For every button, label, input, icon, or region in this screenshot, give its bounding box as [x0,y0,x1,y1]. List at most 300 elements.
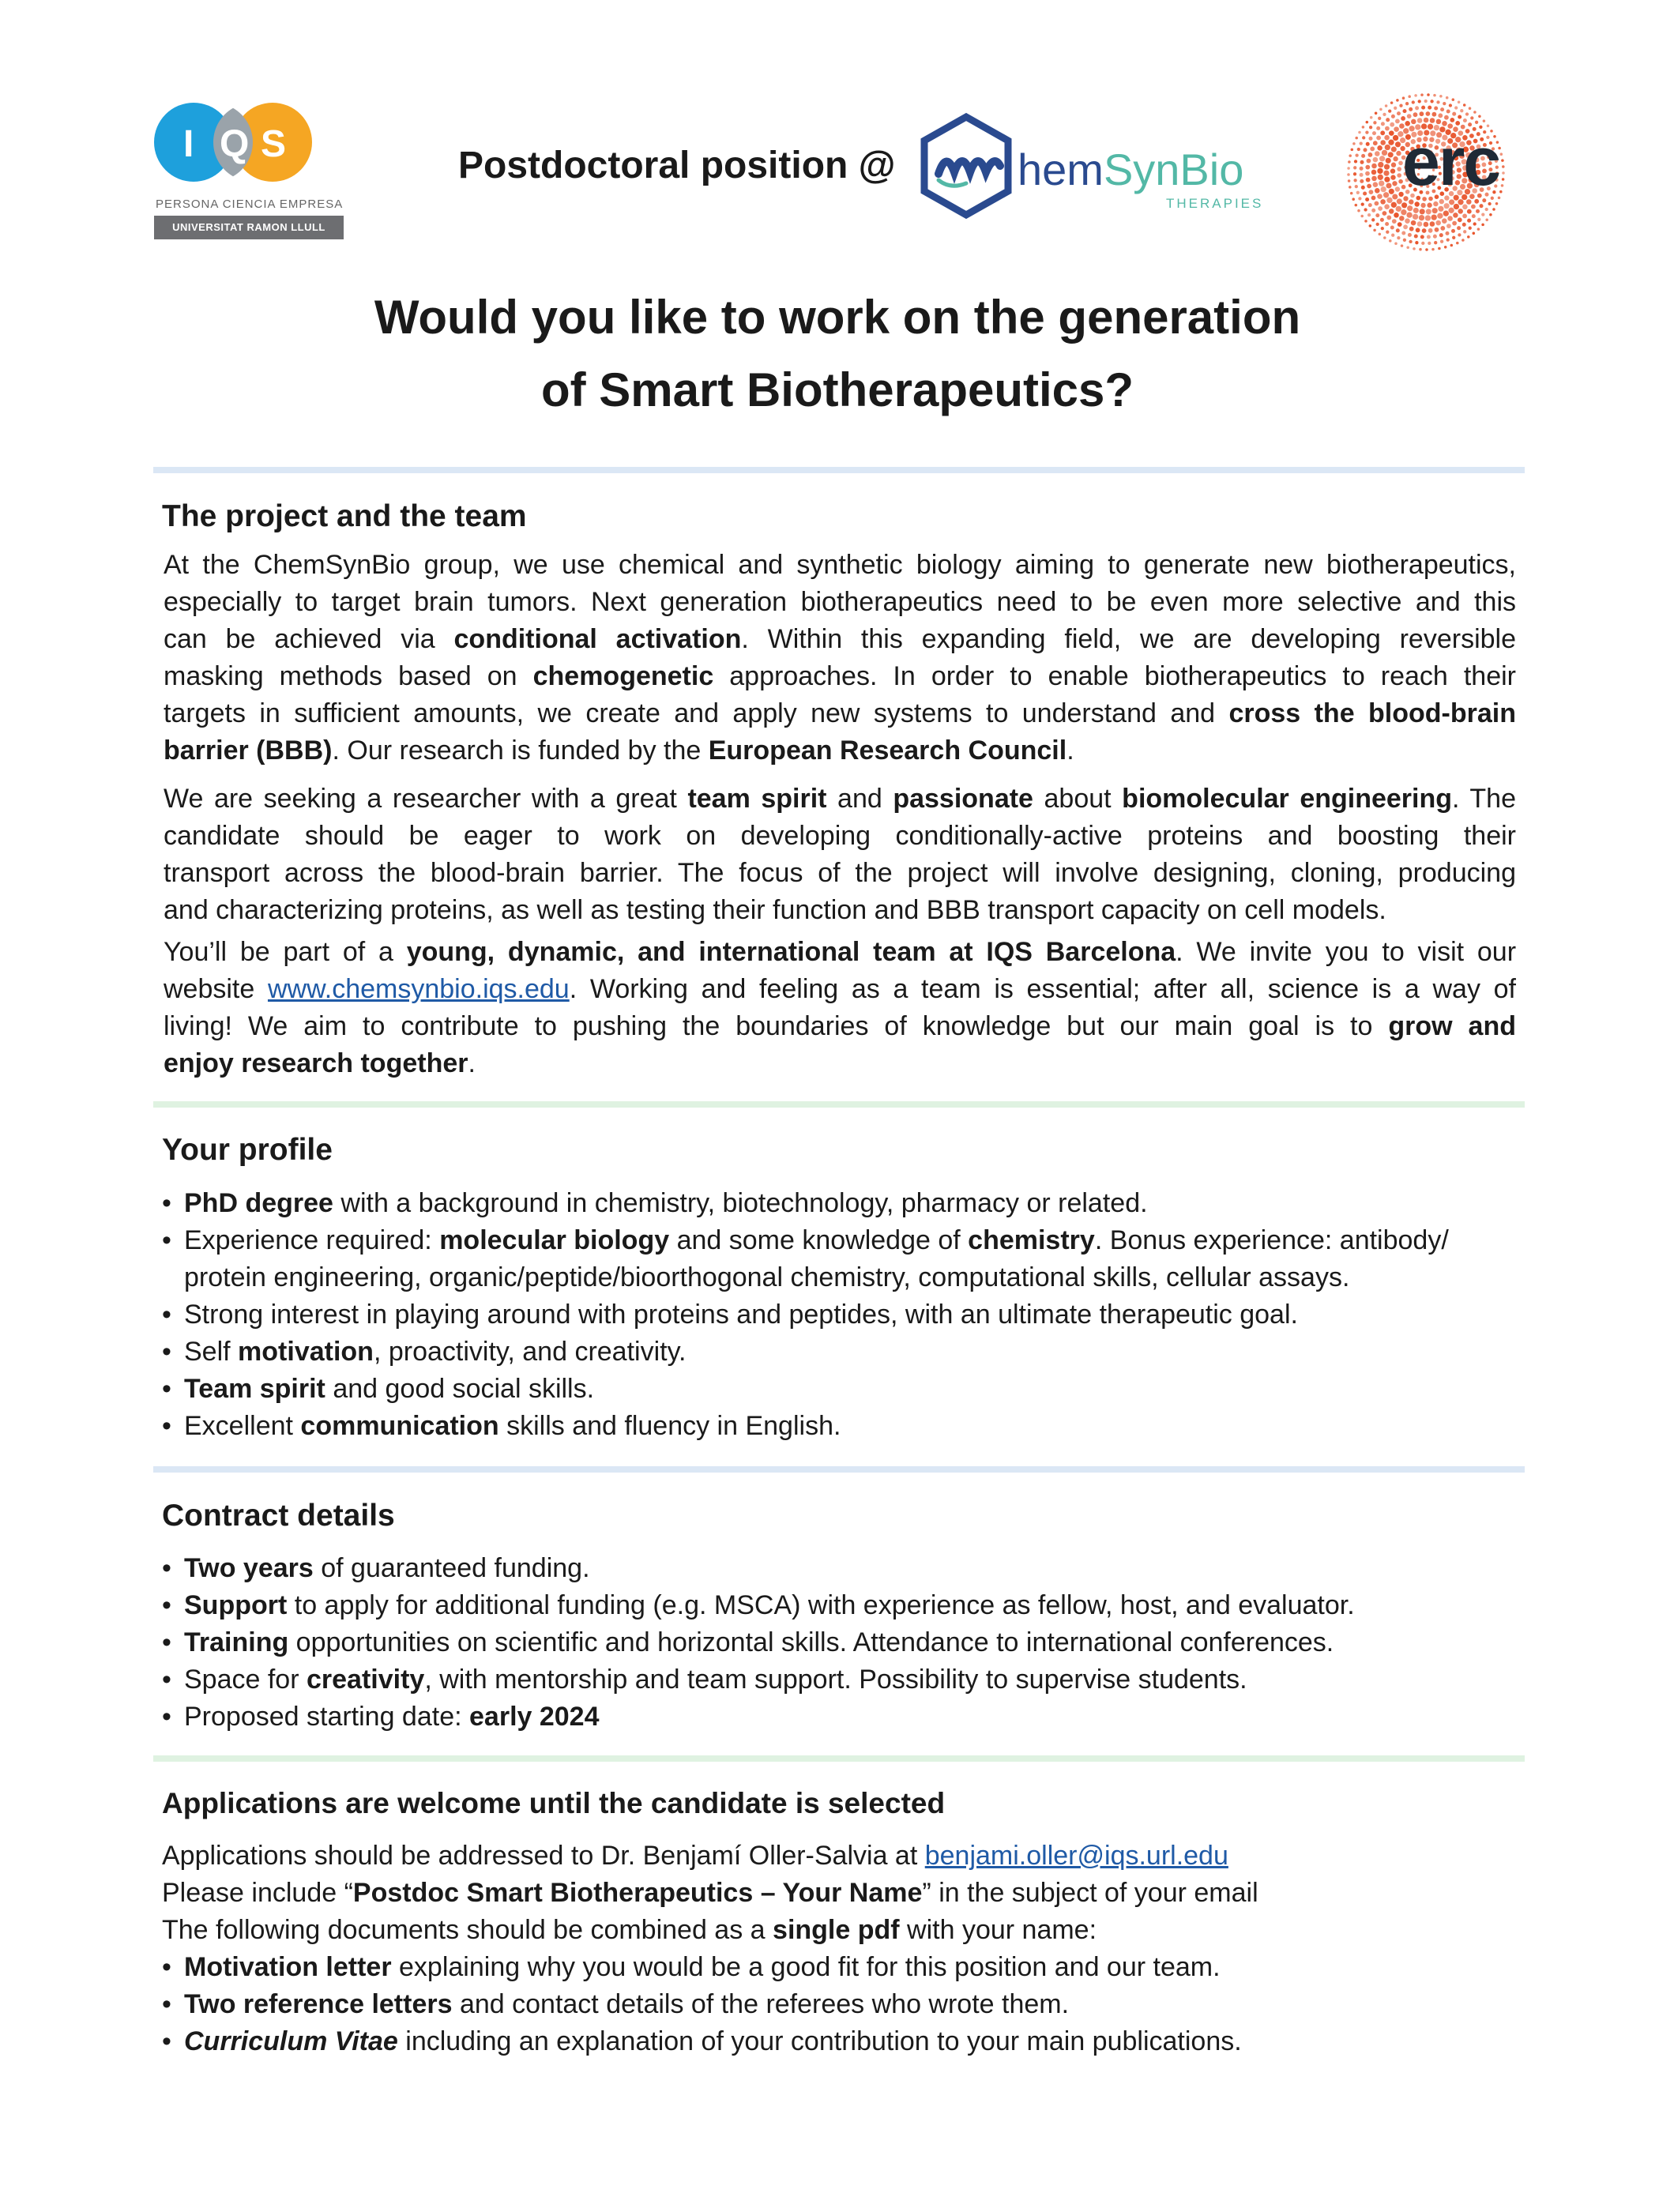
erc-dot [1397,173,1401,178]
bold-text: single pdf [773,1915,900,1945]
erc-dot [1391,115,1395,118]
erc-dot [1399,216,1405,221]
erc-dot [1351,149,1354,152]
erc-dot [1413,247,1416,250]
bold-text: chemistry [968,1225,1095,1255]
erc-dot [1443,211,1449,216]
chemsynbio-name-part-a: hem [1018,145,1104,194]
erc-dot [1361,202,1364,205]
erc-dot [1435,228,1439,232]
erc-dot [1378,162,1383,167]
erc-text: erc [1402,124,1500,200]
erc-dot [1391,163,1396,167]
list-item [162,1334,1529,1371]
erc-dot [1477,228,1480,231]
paragraph-line [164,584,1516,621]
iqs-logo [154,103,348,241]
erc-dot [1434,241,1437,244]
text-run: targets in sufficient amounts, we create and apply new systems to understand and [164,698,1229,728]
list-item [162,1698,1529,1736]
erc-dot [1437,213,1443,219]
erc-dot [1428,242,1431,245]
text-run: You’ll be part of a [164,937,407,967]
erc-dot [1420,235,1424,239]
erc-dot [1463,103,1466,107]
erc-dot [1473,111,1477,114]
erc-dot [1458,209,1463,214]
erc-dot [1347,173,1350,176]
erc-dot [1458,115,1462,118]
erc-dot [1432,112,1437,117]
erc-dot [1426,209,1431,214]
erc-dot [1381,186,1386,192]
text-run: Self [184,1337,239,1367]
erc-dot [1358,197,1361,200]
erc-dot [1492,208,1495,211]
erc-dot [1417,118,1423,123]
erc-dot [1443,102,1446,105]
erc-dot [1366,142,1370,146]
paragraph-line [164,892,1516,929]
erc-dot [1388,109,1391,112]
erc-dot [1408,95,1411,98]
erc-dot [1399,104,1402,107]
chemsynbio-name [1018,144,1243,195]
erc-dot [1463,118,1467,122]
erc-dot [1469,107,1472,110]
erc-dot [1375,213,1379,217]
headline-line-2: of Smart Biotherapeutics? [540,363,1134,416]
erc-dot [1397,167,1401,171]
erc-dot [1420,209,1425,214]
erc-dot [1373,121,1376,124]
erc-dot [1446,224,1451,228]
erc-dot [1372,131,1376,135]
erc-dot [1386,158,1391,164]
erc-dot [1477,218,1480,221]
erc-dot [1454,106,1458,109]
erc-dot [1409,227,1414,231]
erc-dot [1377,145,1382,151]
erc-dot [1421,242,1424,245]
erc-dot [1456,242,1459,245]
erc-dot [1413,112,1418,117]
erc-dot [1424,100,1428,103]
bold-text: grow and [1388,1011,1517,1041]
erc-dot [1449,103,1452,107]
section-title-contract: Contract details [162,1499,395,1533]
erc-dot [1379,108,1382,111]
bold-text: young, dynamic, and international team at IQS Barcelona [406,937,1176,967]
erc-dot [1402,96,1405,100]
paragraph-line [164,818,1516,855]
erc-dot [1402,109,1406,113]
erc-dot [1389,239,1392,243]
link[interactable]: benjami.oller@iqs.url.edu [924,1841,1228,1871]
erc-dot [1394,243,1398,246]
erc-dot [1392,194,1398,199]
erc-dot [1360,141,1363,145]
erc-dot [1371,170,1377,175]
erc-dot [1458,217,1462,222]
divider-1 [153,467,1525,473]
text-run: explaining why you would be a good fit for this position and our team. [391,1952,1221,1982]
erc-dot [1366,178,1371,182]
erc-dot [1467,219,1471,223]
erc-dot [1394,126,1399,132]
erc-dot [1405,102,1409,105]
text-run: and good social skills. [325,1374,595,1404]
erc-dot [1500,152,1503,156]
text-run: We are seeking a researcher with a great [164,784,688,814]
erc-dot [1469,227,1472,230]
erc-dot [1377,194,1382,199]
erc-dot [1499,190,1503,194]
text-run: Excellent [184,1411,301,1441]
erc-dot [1396,206,1401,212]
erc-dot [1371,164,1377,169]
section-title-profile: Your profile [162,1133,333,1167]
erc-dot [1365,130,1368,134]
erc-dot [1367,184,1371,189]
text-run: . [468,1048,476,1078]
erc-dot [1354,160,1357,163]
iqs-university: UNIVERSITAT RAMON LLULL [154,216,344,239]
bold-text: motivation [238,1337,374,1367]
text-run: protein engineering, organic/peptide/bioorthogonal chemistry, computational skills, cellular assays. [184,1262,1350,1292]
text-run: especially to target brain tumors. Next generation biotherapeutics need to be even more selective and this [164,587,1516,617]
erc-dot [1378,117,1381,120]
text-run: of guaranteed funding. [313,1553,590,1583]
erc-dot [1467,209,1472,214]
erc-dot [1501,159,1504,162]
text-run: and contact details of the referees who wrote them. [452,1989,1070,2019]
erc-dot [1396,151,1401,156]
erc-dot [1390,225,1394,229]
erc-dot [1390,122,1394,127]
erc-dot [1415,201,1420,206]
bold-text: biomolecular engineering [1122,784,1453,814]
text-run: and [826,784,893,814]
bold-text: creativity [306,1665,425,1695]
erc-dot [1418,100,1421,103]
erc-dot [1425,248,1428,251]
project-paragraph-2 [164,781,1516,929]
erc-dot [1457,226,1461,230]
divider-2 [153,1101,1525,1108]
erc-dot [1348,160,1351,164]
erc-dot [1415,106,1419,110]
erc-dot [1419,215,1424,220]
erc-dot [1412,100,1415,103]
erc-dot [1371,196,1376,201]
erc-dot [1384,135,1390,141]
chemsynbio-logo [915,111,1264,221]
erc-dot [1391,202,1397,208]
erc-dot [1366,121,1369,124]
erc-dot [1444,203,1450,209]
erc-dot [1368,203,1372,207]
chemsynbio-sub: THERAPIES [1166,196,1264,211]
text-run: to apply for additional funding (e.g. MSCA) with experience as fellow, host, and evaluator. [287,1590,1355,1620]
erc-dot [1407,205,1413,211]
application-line [162,1875,1529,1912]
erc-dot [1421,106,1425,110]
paragraph-line [164,621,1516,658]
bold-text: Postdoc Smart Biotherapeutics – Your Name [352,1878,923,1908]
erc-dot [1444,246,1447,249]
erc-dot [1397,111,1401,115]
erc-dot [1401,209,1406,215]
text-run: . Working and feeling as a team is essential; after all, science is a way of [569,974,1516,1004]
erc-dot [1369,224,1372,228]
text-run: Applications should be addressed to Dr. Benjamí Oller-Salvia at [162,1841,925,1871]
erc-dot [1380,130,1385,135]
bold-text: molecular biology [439,1225,670,1255]
erc-dot [1420,93,1424,96]
erc-dot [1373,229,1376,232]
erc-dot [1358,131,1361,134]
bold-text: team spirit [687,784,827,814]
erc-dot [1395,141,1401,147]
erc-dot [1409,240,1412,243]
bold-text: early 2024 [469,1702,600,1732]
erc-dot [1389,209,1394,214]
link[interactable]: www.chemsynbio.iqs.edu [267,974,570,1004]
erc-dot [1485,208,1488,211]
text-run: about [1033,784,1123,814]
erc-dot [1446,96,1449,100]
erc-dot [1483,119,1486,122]
text-run: . The [1452,784,1517,814]
iqs-letter-q: Q [220,123,250,165]
erc-dot [1413,214,1418,220]
erc-dot [1416,228,1420,232]
paragraph-line [164,855,1516,892]
erc-dot [1397,236,1400,239]
erc-dot [1364,220,1367,223]
erc-dot [1365,165,1370,170]
erc-dot [1373,141,1378,145]
erc-dot [1462,239,1465,242]
bold-text: Support [184,1590,288,1620]
list-item [162,1371,1529,1408]
erc-dot [1379,233,1382,236]
bold-text: cross the blood-brain [1228,698,1516,728]
erc-dot [1431,248,1435,251]
erc-dot [1381,122,1385,126]
erc-dot [1417,221,1423,227]
erc-dot [1433,94,1436,97]
erc-dot [1427,203,1431,208]
chemsynbio-name-part-b: SynBio [1103,145,1244,194]
erc-dot [1368,152,1373,157]
text-run: Proposed starting date: [184,1702,470,1732]
erc-dot [1473,222,1477,225]
text-run: skills and fluency in English. [498,1411,841,1441]
list-item [162,1259,1529,1296]
erc-dot [1403,224,1408,229]
iqs-circles-icon [154,103,312,182]
erc-dot [1370,147,1375,152]
erc-dot [1385,222,1389,226]
list-item [162,1550,1529,1587]
erc-dot [1438,206,1443,212]
text-run: Please include “ [162,1878,353,1908]
erc-dot [1422,228,1427,233]
erc-dot [1381,227,1384,230]
erc-dot [1401,244,1404,247]
erc-dot [1488,202,1491,205]
paragraph-line [164,547,1516,584]
erc-dot [1355,185,1358,188]
erc-dot [1357,209,1360,213]
erc-dot [1386,216,1391,220]
erc-dot [1362,126,1365,129]
text-run: masking methods based on [164,661,533,691]
erc-dot [1424,222,1429,228]
bold-text: barrier (BBB) [164,735,333,766]
erc-dot [1390,168,1395,173]
erc-dot [1376,136,1381,141]
erc-dot [1463,230,1466,233]
erc-dot [1373,157,1379,163]
erc-dot [1433,201,1438,206]
erc-dot [1501,184,1504,187]
erc-dot [1428,228,1433,233]
paragraph-line [164,781,1516,818]
erc-dot [1446,109,1450,113]
erc-dot [1473,232,1476,235]
erc-dot [1389,189,1394,194]
erc-dot [1386,231,1389,234]
bold-text: conditional activation [453,624,742,654]
erc-dot [1425,215,1431,220]
erc-dot [1414,234,1418,238]
erc-dot [1371,218,1375,221]
erc-dot [1452,112,1456,116]
project-paragraph-3 [164,934,1516,1082]
erc-dot [1440,107,1444,111]
erc-dot [1392,181,1397,186]
erc-dot [1436,100,1439,103]
erc-dot [1364,208,1367,211]
erc-dot [1462,214,1467,219]
erc-dot [1378,206,1382,211]
erc-dot [1430,221,1435,227]
erc-dot [1355,204,1358,207]
erc-dot [1390,101,1394,104]
erc-dot [1414,94,1417,97]
list-item [162,1986,1529,2023]
paragraph-line [164,1045,1516,1082]
paragraph-line [164,971,1516,1008]
iqs-letter-i: I [183,123,194,165]
erc-dot [1386,118,1390,122]
erc-dot [1361,186,1365,190]
erc-dot [1365,171,1370,176]
erc-dot [1431,214,1437,220]
erc-dot [1357,148,1360,151]
erc-dot [1401,116,1405,121]
text-run: transport across the blood-brain barrier. The focus of the project will involve designing, cloning, producing [164,858,1516,888]
erc-dot [1353,179,1356,182]
erc-dot [1447,216,1453,221]
erc-dot [1392,219,1397,224]
bold-text: chemogenetic [532,661,714,691]
erc-dot [1502,171,1505,175]
erc-dot [1411,220,1416,226]
erc-dot [1396,99,1399,102]
erc-dot [1479,204,1483,208]
erc-dot [1379,156,1385,161]
erc-dot [1427,235,1431,239]
list-item [162,1222,1529,1259]
divider-4 [153,1755,1525,1762]
erc-dot [1428,106,1431,110]
erc-dot [1365,198,1369,201]
erc-dot [1348,179,1351,182]
paragraph-line [164,658,1516,695]
text-run: Space for [184,1665,307,1695]
erc-dot [1384,177,1390,182]
paragraph-line [164,695,1516,732]
iqs-tagline: PERSONA CIENCIA EMPRESA [156,198,344,211]
erc-dot [1439,233,1443,237]
erc-dot [1382,211,1387,216]
text-run: , with mentorship and team support. Possibility to supervise students. [424,1665,1247,1695]
erc-dot [1405,218,1410,224]
erc-dot [1420,111,1424,116]
erc-dot [1371,176,1377,182]
erc-dot [1435,220,1441,226]
text-run: including an explanation of your contribution to your main publications. [397,2026,1242,2056]
erc-logo [1339,93,1509,251]
contract-list [162,1550,1529,1736]
erc-dot [1472,214,1476,218]
erc-dot [1385,145,1390,150]
text-run: . Our research is funded by the [332,735,709,766]
erc-dot [1481,213,1484,216]
list-item [162,1296,1529,1334]
applications-lines [162,1838,1529,1949]
bold-text: enjoy research together [164,1048,468,1078]
erc-dot [1347,167,1350,170]
text-run: candidate should be eager to work on developing conditionally-active proteins and boosting their [164,821,1516,851]
bold-text: communication [300,1411,499,1441]
text-run: with a background in chemistry, biotechnology, pharmacy or related. [333,1188,1148,1218]
text-run: . Within this expanding field, we are developing reversible [741,624,1517,654]
erc-dot [1430,118,1435,123]
erc-dot [1353,166,1356,169]
erc-dot [1471,205,1476,209]
text-run: approaches. In order to enable biotherapeutics to reach their [713,661,1516,691]
erc-dot [1371,209,1375,213]
erc-dot [1485,219,1488,222]
erc-dot [1379,180,1384,186]
erc-dot [1460,109,1463,112]
erc-dot [1462,205,1468,210]
erc-dot [1350,192,1353,195]
erc-dot [1355,137,1358,140]
erc-dot [1478,115,1481,118]
text-run: website [164,974,268,1004]
erc-dot [1367,159,1371,164]
applications-list [162,1949,1529,2060]
list-item [162,1661,1529,1698]
erc-dot [1369,126,1372,129]
erc-dot [1420,203,1425,208]
